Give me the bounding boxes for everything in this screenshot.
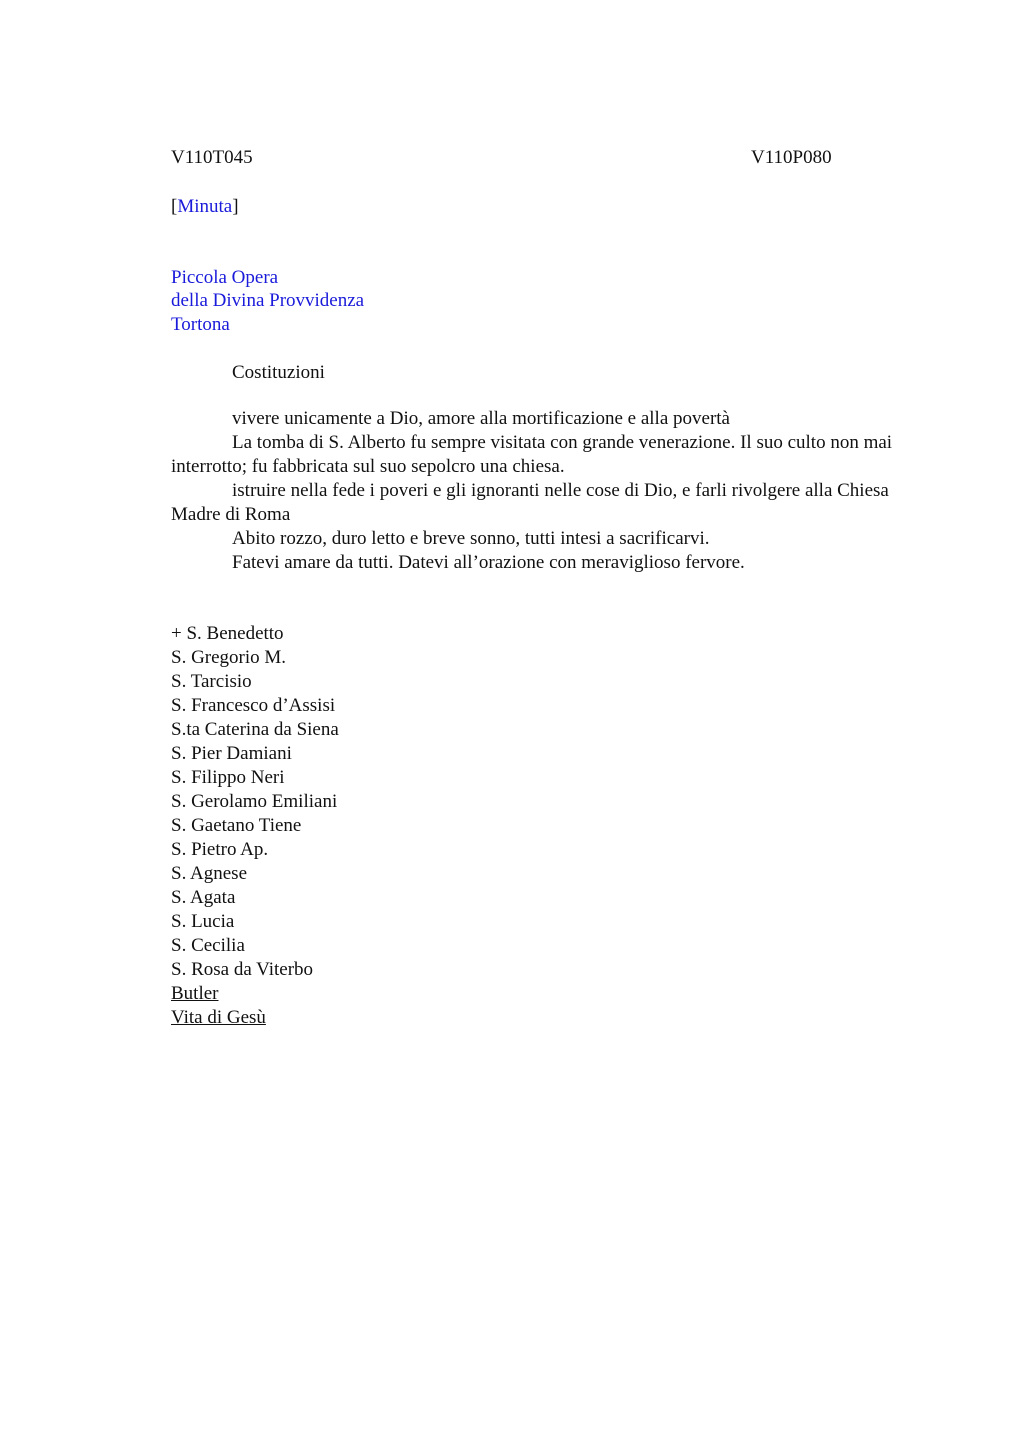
letterhead-line-2: della Divina Provvidenza	[171, 290, 365, 311]
saint-item: S. Agata	[171, 887, 236, 908]
saint-item: S. Gerolamo Emiliani	[171, 791, 338, 812]
document-code-right: V110P080	[751, 147, 832, 168]
document-code-left: V110T045	[171, 147, 253, 168]
saint-item: S.ta Caterina da Siena	[171, 719, 339, 740]
minuta-link[interactable]: Minuta	[177, 196, 233, 217]
open-bracket: [	[171, 196, 178, 217]
saint-item: + S. Benedetto	[171, 623, 284, 644]
saints-list	[171, 622, 931, 1030]
reference-vita-di-gesu: Vita di Gesù	[171, 1007, 266, 1028]
saint-item: S. Agnese	[171, 863, 247, 884]
saint-item: S. Gregorio M.	[171, 647, 287, 668]
section-title: Costituzioni	[232, 362, 325, 383]
saint-item: S. Francesco d’Assisi	[171, 695, 336, 716]
saint-item: S. Tarcisio	[171, 671, 252, 692]
letterhead-line-3: Tortona	[171, 314, 230, 335]
paragraph: Abito rozzo, duro letto e breve sonno, tutti intesi a sacrificarvi.	[232, 528, 710, 549]
constitution-paragraphs	[171, 407, 931, 575]
saint-item: S. Cecilia	[171, 935, 245, 956]
paragraph: istruire nella fede i poveri e gli ignoranti nelle cose di Dio, e farli rivolgere alla Chiesa Madre di Roma	[171, 480, 889, 525]
paragraph: La tomba di S. Alberto fu sempre visitata con grande venerazione. Il suo culto non mai interrotto; fu fabbricata sul suo sepolcro una chiesa.	[171, 432, 893, 477]
saint-item: S. Rosa da Viterbo	[171, 959, 314, 980]
saint-item: S. Gaetano Tiene	[171, 815, 302, 836]
saint-item: S. Pietro Ap.	[171, 839, 269, 860]
paragraph: vivere unicamente a Dio, amore alla mortificazione e alla povertà	[232, 408, 730, 429]
saint-item: S. Pier Damiani	[171, 743, 292, 764]
paragraph: Fatevi amare da tutti. Datevi all’orazione con meraviglioso fervore.	[232, 552, 745, 573]
minuta-label	[171, 195, 239, 219]
reference-butler: Butler	[171, 983, 219, 1004]
letterhead-line-1: Piccola Opera	[171, 267, 279, 288]
saint-item: S. Filippo Neri	[171, 767, 285, 788]
close-bracket: ]	[232, 196, 239, 217]
saint-item: S. Lucia	[171, 911, 235, 932]
